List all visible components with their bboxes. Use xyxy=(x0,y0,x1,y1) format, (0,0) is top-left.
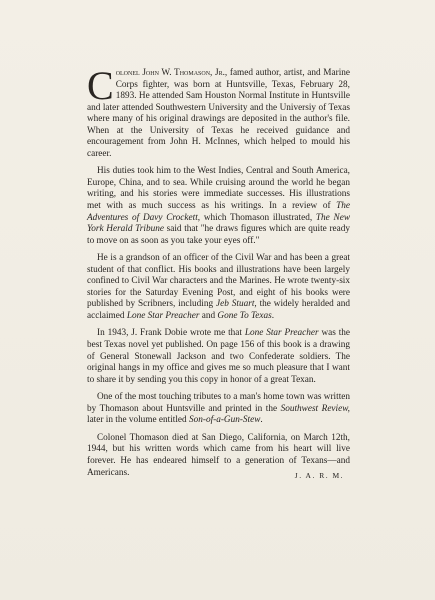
paragraph-2-text-c: said that "he draws figures which are quite ready to move on as soon as you take your eyes off." xyxy=(87,224,350,246)
book-title-lone-star-preacher: Lone Star Preacher xyxy=(126,310,200,321)
paragraph-4-text-a: In 1943, J. Frank Dobie wrote me that xyxy=(97,328,245,339)
paragraph-3-text-a: He is a grandson of an officer of the Civil War and has been a great student of that conflict. His books and illustrations have been largely confined to Civil War characters and the Marines. He wrote twenty-six stories for the Saturday Evening Post, and eight of his books were published by Scribners, including xyxy=(87,253,350,310)
paragraph-5 xyxy=(87,392,350,427)
paragraph-3-text-b: the widely heralded and acclaimed xyxy=(87,299,350,321)
book-title-davy-crockett: The Adventures of Davy Crockett xyxy=(87,201,350,223)
paragraph-2-text-b: , which Thomason illustrated, xyxy=(197,212,316,223)
drop-cap: C xyxy=(87,63,114,108)
book-title-jeb-stuart: Jeb Stuart, xyxy=(216,299,257,310)
paragraph-4-text-b: was the best Texas novel yet published. On page 156 of this book is a drawing of General Stonewall Jackson and two Confederate soldiers. The original hangs in my office and gives me so much pleasure that I want to share it by sending you this copy in honor of a great Texan. xyxy=(87,328,351,385)
author-initials: J. A. R. M. xyxy=(294,470,344,480)
paragraph-3-text-c: and xyxy=(199,310,218,321)
paragraph-2 xyxy=(87,166,350,247)
newspaper-title: The New York Herald Tribune xyxy=(87,212,350,235)
paragraph-1 xyxy=(87,63,350,160)
book-title-gone-to-texas: Gone To Texas xyxy=(217,310,272,321)
paragraph-1-text: famed author, artist, and Marine Corps fighter, was born at Huntsville, Texas, February 28, 1893. He attended Sam Houston Normal Institute in Huntsville and later attended Southwestern University and the Universiy of Texas where many of his original drawings are deposited in the author's file. When at the University of Texas he received guidance and encouragement from John H. McInnes, which helped to mould his career. xyxy=(87,68,350,159)
paragraph-3-text-d: . xyxy=(271,310,275,321)
paragraph-3 xyxy=(87,253,350,322)
paragraph-5-text-c: . xyxy=(260,415,263,426)
journal-title: Southwest Review, xyxy=(280,403,350,414)
paragraph-4 xyxy=(87,328,350,386)
paragraph-5-text-a: One of the most touching tributes to a man's home town was written by Thomason about Huntsville and printed in the xyxy=(87,392,350,414)
paragraph-6-text: Colonel Thomason died at San Diego, California, on March 12th, 1944, but his written words which came from his heart will live forever. He has endeared himself to a generation of Texans—and Americans. xyxy=(87,432,350,478)
paragraph-2-text-a: His duties took him to the West Indies, Central and South America, Europe, China, and to sea. While cruising around the world he began writing, and his stories were immediate successes. His illustrations met with as much success as his writings. In a review of xyxy=(87,166,350,212)
book-title-lone-star-preacher-2: Lone Star Preacher xyxy=(244,328,319,339)
book-title-son-of-a-gun-stew: Son-of-a-Gun-Stew xyxy=(188,415,261,426)
biography-text xyxy=(87,63,351,485)
paragraph-5-text-b: later in the volume entitled xyxy=(87,415,189,426)
paragraph-6 xyxy=(87,433,350,479)
subject-name: olonel John W. Thomason, Jr., xyxy=(115,68,228,78)
